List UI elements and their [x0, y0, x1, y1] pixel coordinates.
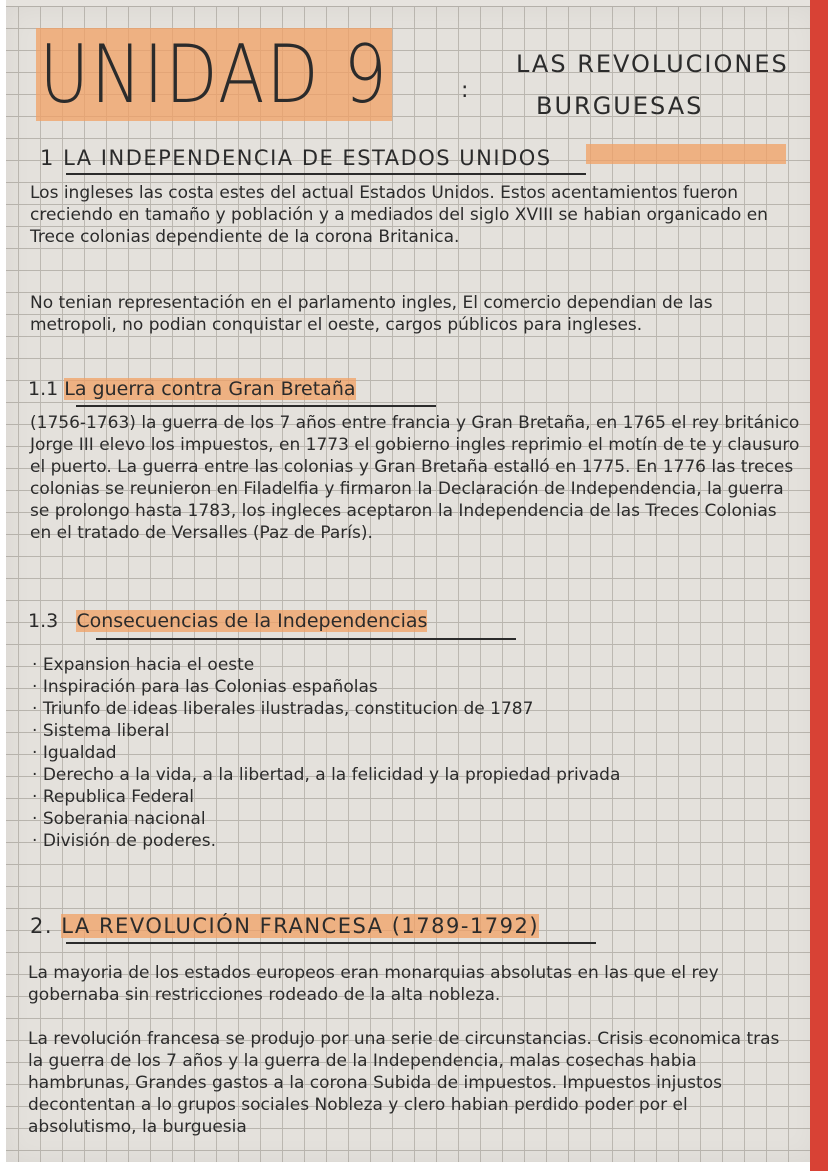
list-item: · Derecho a la vida, a la libertad, a la felicidad y la propiedad privada — [32, 764, 620, 786]
list-item: · Inspiración para las Colonias españolas — [32, 676, 620, 698]
section-1-paragraph-2: No tenian representación en el parlamento ingles, El comercio dependian de las metropoli, no podian conquistar el oeste, cargos públicos para ingleses. — [30, 293, 713, 335]
unit-subtitle-2: BURGUESAS — [536, 92, 704, 120]
underline — [66, 942, 596, 944]
section-1-3-heading: 1.3 Consecuencias de la Independencias — [28, 610, 428, 632]
colon-mark: : — [461, 78, 469, 103]
section-1-1-heading: 1.1 La guerra contra Gran Bretaña — [28, 378, 356, 400]
section-1-heading: 1 LA INDEPENDENCIA DE ESTADOS UNIDOS — [40, 146, 552, 170]
unit-subtitle-1: LAS REVOLUCIONES — [516, 50, 789, 78]
section-1-1-paragraph: (1756-1763) la guerra de los 7 años entre francia y Gran Bretaña, en 1765 el rey británico Jorge III elevo los impuestos, en 1773 el gobierno ingles reprimio el motín de te y clausuro el puerto. La guerra entre las colonias y Gran Bretaña estalló en 1775. En 1776 las treces colonias se reunieron en Filadelfia y firmaron la Declaración de Independencia, la guerra se prolongo hasta 1783, los ingleces aceptaron la Independencia de las Treces Colonias en el tratado de Versalles (Paz de París). — [30, 413, 800, 543]
list-item: · Expansion hacia el oeste — [32, 654, 620, 676]
red-page-edge — [810, 0, 828, 1171]
unit-title: UNIDAD 9 — [36, 28, 392, 121]
list-item: · Triunfo de ideas liberales ilustradas, constitucion de 1787 — [32, 698, 620, 720]
consequences-list — [32, 654, 620, 852]
list-item: · Igualdad — [32, 742, 620, 764]
list-item: · Soberania nacional — [32, 808, 620, 830]
list-item: · Republica Federal — [32, 786, 620, 808]
underline — [96, 638, 516, 640]
highlight-mark — [586, 144, 786, 164]
underline — [76, 405, 436, 407]
section-1-paragraph-1: Los ingleses las costa estes del actual Estados Unidos. Estos acentamientos fueron creciendo en tamaño y población y a mediados del siglo XVIII se habian organicado en Trece colonias dependiente de la corona Britanica. — [30, 183, 768, 247]
section-2-heading: 2. LA REVOLUCIÓN FRANCESA (1789-1792) — [30, 914, 540, 938]
list-item: · Sistema liberal — [32, 720, 620, 742]
section-2-paragraph-1: La mayoria de los estados europeos eran monarquias absolutas en las que el rey gobernaba sin restricciones rodeado de la alta nobleza. — [28, 963, 719, 1005]
underline — [66, 173, 586, 175]
list-item: · División de poderes. — [32, 830, 620, 852]
section-2-paragraph-2: La revolución francesa se produjo por una serie de circunstancias. Crisis economica tras la guerra de los 7 años y la guerra de la Independencia, malas cosechas habia hambrunas, Grandes gastos a la corona Subida de impuestos. Impuestos injustos decontentan a lo grupos sociales Nobleza y clero habian perdido poder por el absolutismo, la burguesia — [28, 1029, 780, 1137]
notebook-page — [6, 6, 818, 1162]
